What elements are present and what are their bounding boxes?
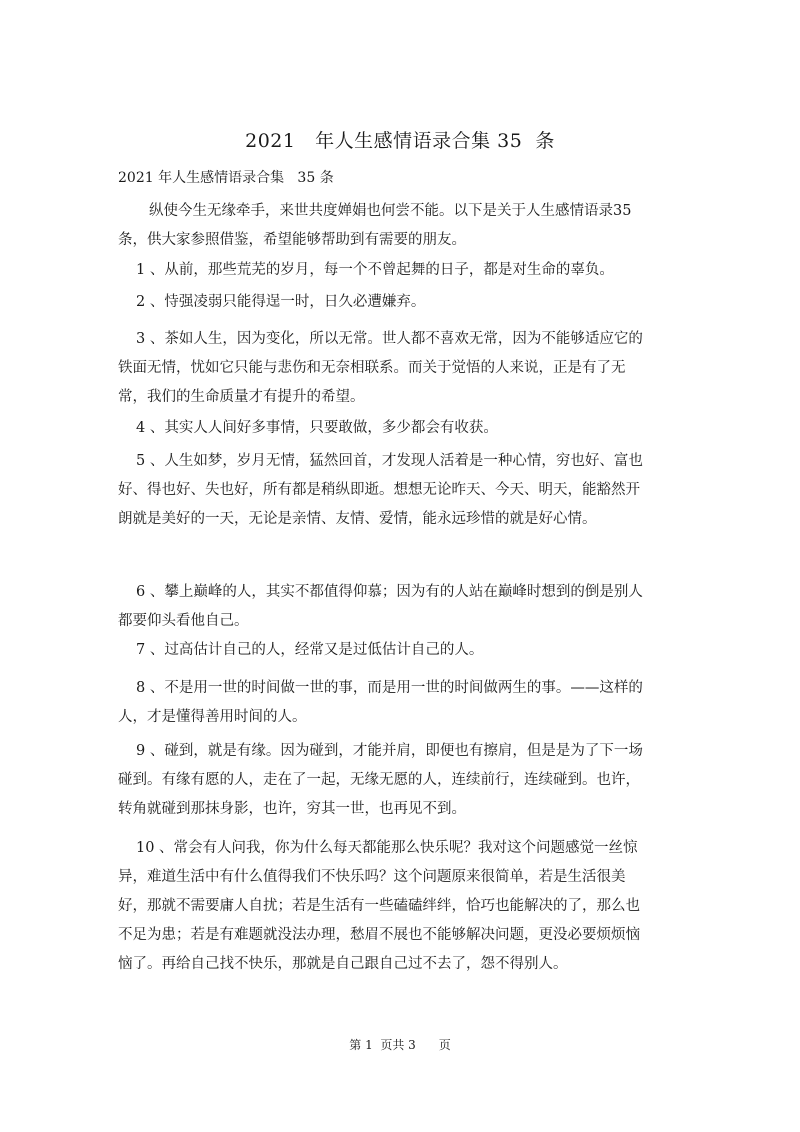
page-title: 2021 年人生感情语录合集 35 条 [245,130,555,152]
document-subtitle: 2021 年人生感情语录合集 35 条 [118,170,334,186]
intro-paragraph: 纵使今生无缘牵手，来世共度婵娟也何尝不能。以下是关于人生感情语录35条，供大家参照借鉴，希望能够帮助到有需要的朋友。 [118,203,632,248]
list-item: 7 、过高估计自己的人，经常又是过低估计自己的人。 [136,642,484,658]
list-item: 6 、攀上巅峰的人，其实不都值得仰慕；因为有的人站在巅峰时想到的倒是别人都要仰头看他自己。 [118,584,643,629]
list-item: 4 、其实人人间好多事情，只要敢做，多少都会有收获。 [136,420,498,436]
list-item: 10 、常会有人问我，你为什么每天都能那么快乐呢？我对这个问题感觉一丝惊异，难道生活中有什么值得我们不快乐吗？这个问题原来很简单，若是生活很美好，那就不需要庸人自扰；若是生活有一些磕磕绊绊，恰巧也能解决的了，那么也不足为患；若是有难题就没法办理，愁眉不展也不能够解决问题，更没必要烦烦恼恼了。再给自己找不快乐，那就是自己跟自己过不去了，怨不得别人。 [118,840,640,972]
list-item: 2 、恃强凌弱只能得逞一时，日久必遭嫌弃。 [136,294,426,310]
list-item: 8 、不是用一世的时间做一世的事，而是用一世的时间做两生的事。——这样的人，才是懂得善用时间的人。 [118,680,643,725]
list-item: 3 、茶如人生，因为变化，所以无常。世人都不喜欢无常，因为不能够适应它的铁面无情，忧如它只能与悲伤和无奈相联系。而关于觉悟的人来说，正是有了无常，我们的生命质量才有提升的希望。 [118,331,643,405]
list-item: 5 、人生如梦，岁月无情，猛然回首，才发现人活着是一种心情，穷也好、富也好、得也好、失也好，所有都是稍纵即逝。想想无论昨天、今天、明天，能豁然开朗就是美好的一天，无论是亲情、友情、爱情，能永远珍惜的就是好心情。 [118,453,643,527]
list-item: 1 、从前，那些荒芜的岁月，每一个不曾起舞的日子，都是对生命的辜负。 [136,262,614,278]
page-footer: 第 1 页共 3 页 [349,1038,451,1052]
list-item: 9 、碰到，就是有缘。因为碰到，才能并肩，即便也有擦肩，但是是为了下一场碰到。有缘有愿的人，走在了一起，无缘无愿的人，连续前行，连续碰到。也许，转角就碰到那抹身影，也许，穷其一世，也再见不到。 [118,743,643,817]
